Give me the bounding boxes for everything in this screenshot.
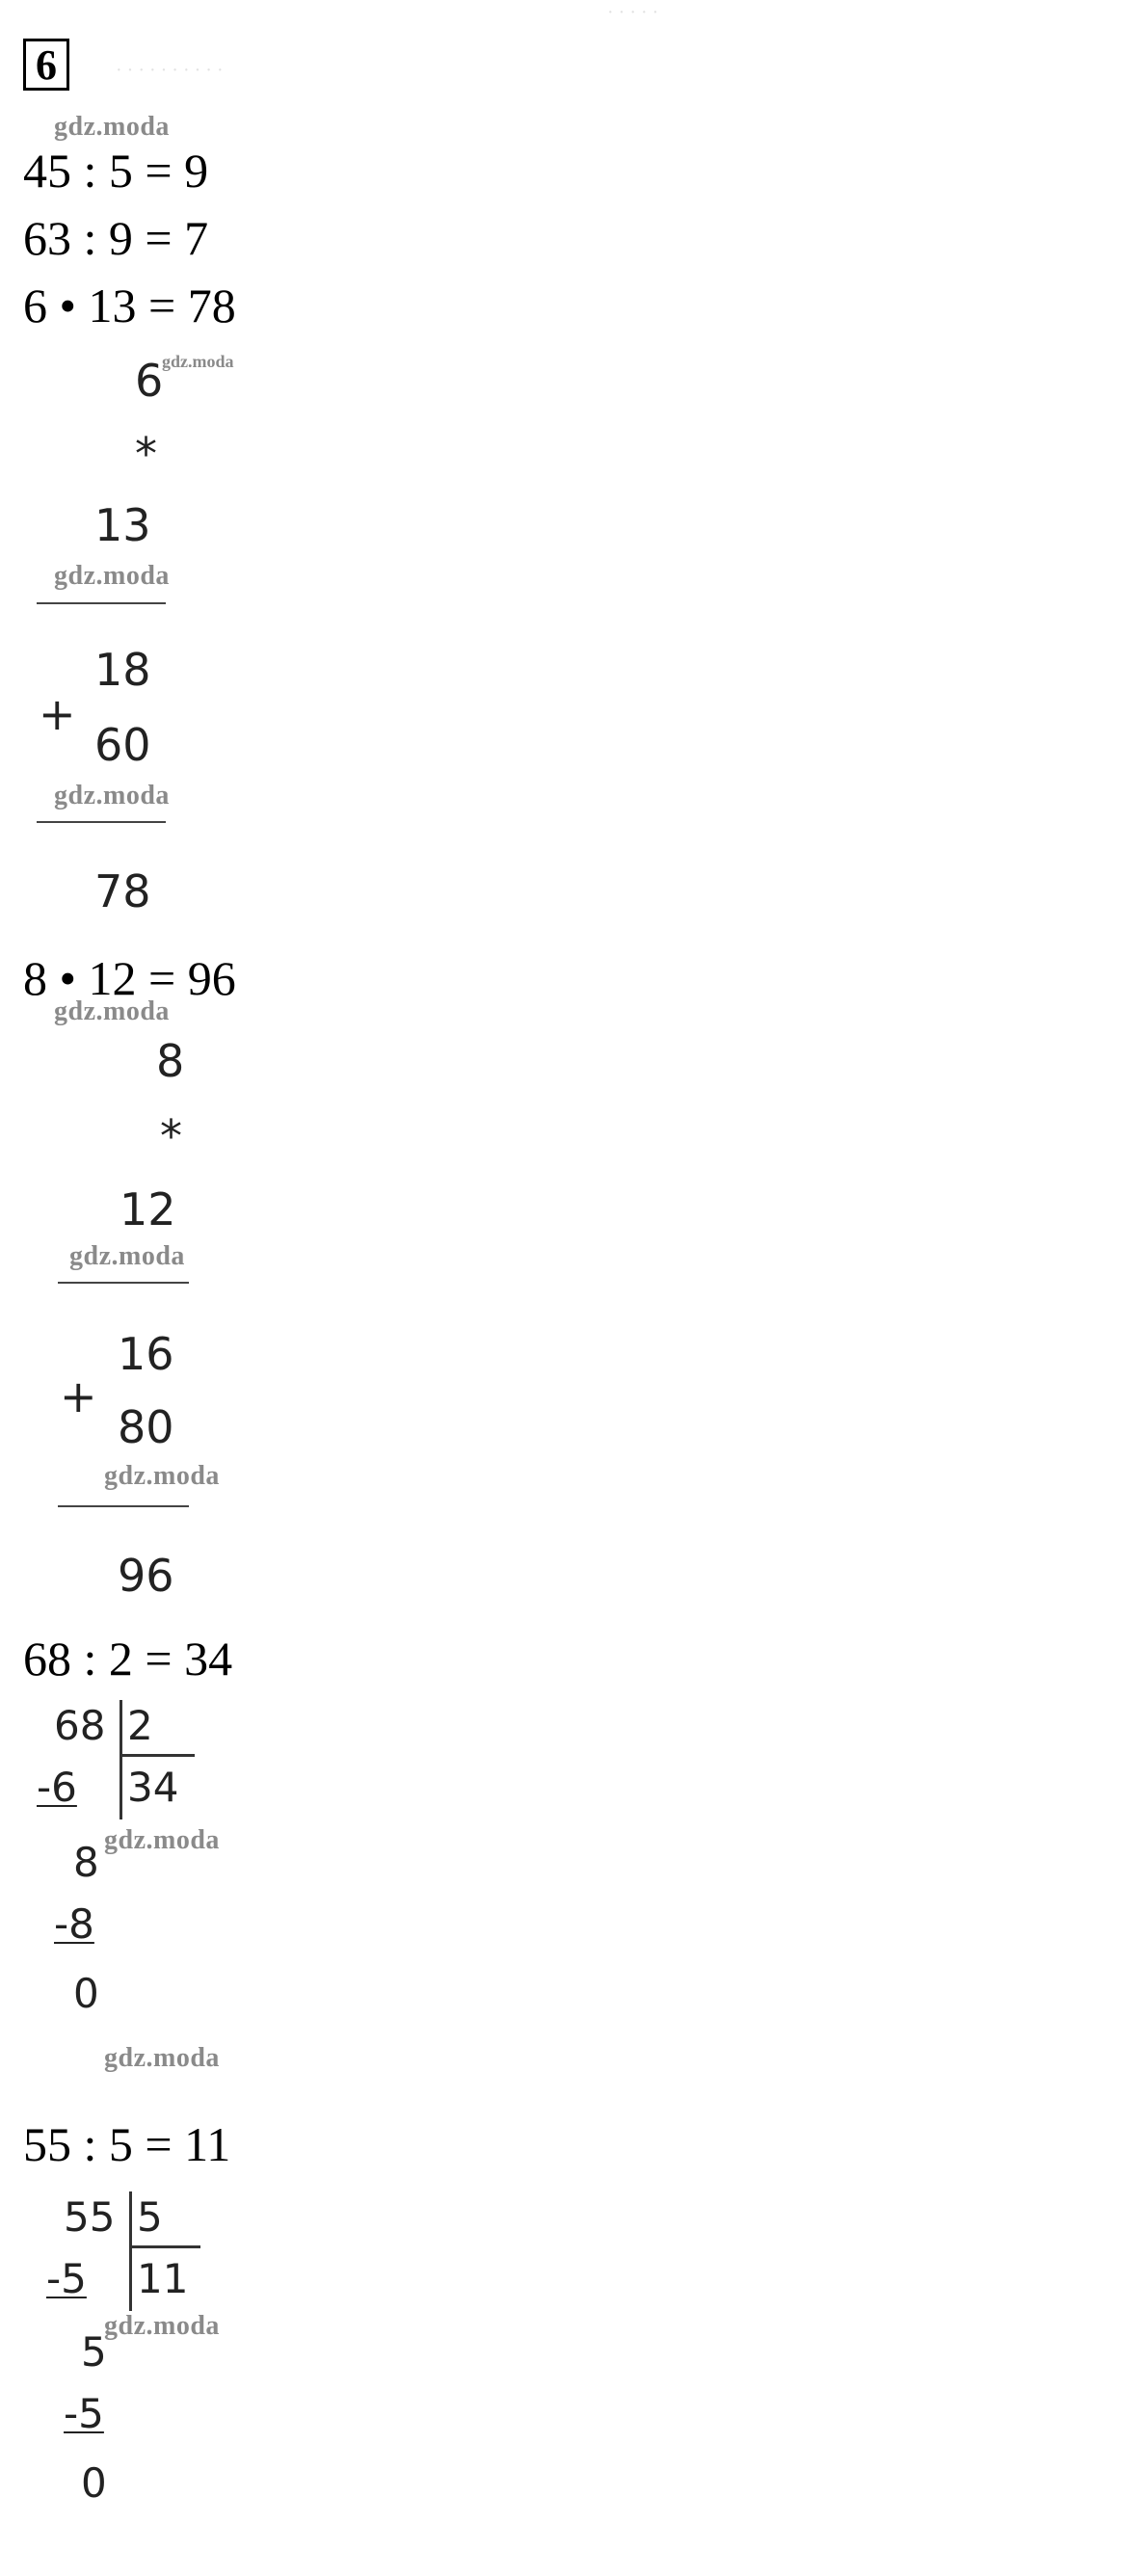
watermark: gdz.moda — [54, 112, 170, 142]
watermark: gdz.moda — [104, 2311, 220, 2341]
equation-1: 45 : 5 = 9 — [23, 144, 209, 198]
equation-3: 6 • 13 = 78 — [23, 279, 236, 332]
div1-dividend: 68 — [54, 1702, 106, 1749]
div1-vertical-bar — [120, 1700, 122, 1819]
div1-subtrahend-2: -8 — [54, 1900, 94, 1948]
faint-header-artifact: · · · · · — [607, 2, 659, 23]
equation-4: 8 • 12 = 96 — [23, 951, 236, 1005]
mult2-factor-a: 8 — [156, 1035, 185, 1087]
div2-divisor-rule — [131, 2245, 200, 2248]
mult1-factor-b: 13 — [94, 499, 151, 551]
div1-divisor: 2 — [127, 1702, 153, 1749]
div1-divisor-rule — [121, 1754, 195, 1757]
watermark: gdz.moda — [54, 781, 170, 810]
faint-header-artifact: · · · · · · · · · · — [116, 60, 224, 81]
watermark: gdz.moda — [104, 1461, 220, 1491]
mult1-rule-1 — [37, 602, 166, 604]
mult2-factor-b: 12 — [120, 1183, 176, 1235]
mult2-result: 96 — [118, 1550, 174, 1602]
div1-remainder-1: 8 — [73, 1839, 99, 1886]
mult2-partial-2: 80 — [118, 1401, 174, 1453]
div1-remainder-2: 0 — [73, 1970, 99, 2017]
div2-quotient: 11 — [137, 2255, 189, 2302]
watermark: gdz.moda — [69, 1241, 185, 1271]
div2-remainder-2: 0 — [81, 2459, 107, 2507]
equation-2: 63 : 9 = 7 — [23, 211, 209, 265]
mult2-plus: + — [60, 1370, 97, 1422]
div1-subtrahend-1: -6 — [37, 1764, 77, 1811]
watermark: gdz.moda — [162, 352, 234, 371]
mult2-rule-1 — [58, 1282, 189, 1284]
div2-remainder-1: 5 — [81, 2328, 107, 2376]
mult1-plus: + — [39, 688, 76, 740]
equation-6: 55 : 5 = 11 — [23, 2117, 231, 2171]
watermark: gdz.moda — [54, 996, 170, 1026]
div2-vertical-bar — [129, 2191, 132, 2311]
mult1-rule-2 — [37, 821, 166, 823]
watermark: gdz.moda — [54, 561, 170, 591]
div2-subtrahend-2: -5 — [64, 2390, 104, 2437]
div2-dividend: 55 — [64, 2193, 116, 2241]
mult2-partial-1: 16 — [118, 1328, 174, 1380]
mult1-partial-1: 18 — [94, 644, 151, 696]
equation-5: 68 : 2 = 34 — [23, 1632, 233, 1686]
div2-subtrahend-1: -5 — [46, 2255, 87, 2302]
mult2-operator: * — [160, 1110, 182, 1162]
mult2-rule-2 — [58, 1505, 189, 1507]
mult1-factor-a: 6 — [135, 355, 164, 407]
mult1-partial-2: 60 — [94, 719, 151, 771]
mult1-result: 78 — [94, 865, 151, 917]
task-number-box: 6 — [23, 39, 69, 91]
div2-divisor: 5 — [137, 2193, 163, 2241]
div1-quotient: 34 — [127, 1764, 179, 1811]
watermark: gdz.moda — [104, 2043, 220, 2073]
watermark: gdz.moda — [104, 1825, 220, 1855]
mult1-operator: * — [135, 428, 157, 480]
